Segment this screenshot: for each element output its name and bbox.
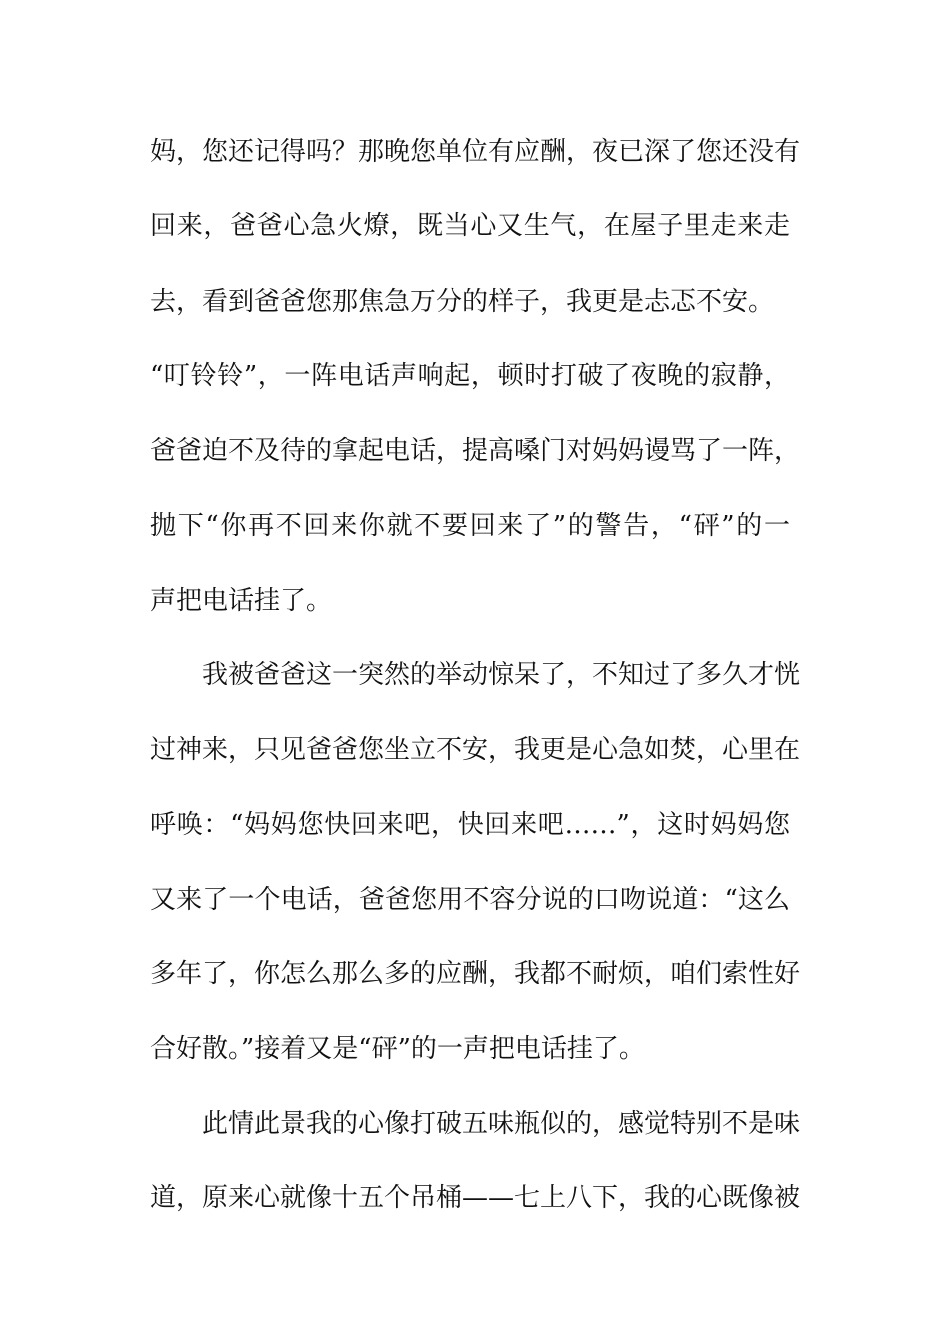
text-line: 爸爸迫不及待的拿起电话，提高嗓门对妈妈谩骂了一阵， (150, 436, 801, 466)
text-line: 我被爸爸这一突然的举动惊呆了，不知过了多久才恍 (202, 660, 801, 690)
text-line: 去，看到爸爸您那焦急万分的样子，我更是忐忑不安。 (150, 287, 775, 317)
text-line: 抛下“你再不回来你就不要回来了”的警告，“砰”的一 (150, 511, 790, 541)
text-line: 呼唤：“妈妈您快回来吧，快回来吧……”，这时妈妈您 (150, 810, 790, 840)
text-line: 此情此景我的心像打破五味瓶似的，感觉特别不是味 (202, 1109, 801, 1139)
text-line: 道，原来心就像十五个吊桶——七上八下，我的心既像被 (150, 1183, 801, 1213)
text-line: 合好散。”接着又是“砰”的一声把电话挂了。 (150, 1034, 645, 1064)
text-line: 过神来，只见爸爸您坐立不安，我更是心急如焚，心里在 (150, 735, 801, 765)
text-line: 妈，您还记得吗？那晚您单位有应酬，夜已深了您还没有 (150, 137, 801, 167)
text-line: 又来了一个电话，爸爸您用不容分说的口吻说道：“这么 (150, 885, 790, 915)
text-line: 回来，爸爸心急火燎，既当心又生气，在屋子里走来走 (150, 211, 790, 241)
text-line: 多年了，你怎么那么多的应酬，我都不耐烦，咱们索性好 (150, 959, 801, 989)
text-line: 声把电话挂了。 (150, 586, 333, 616)
text-line: “叮铃铃”，一阵电话声响起，顿时打破了夜晚的寂静， (150, 361, 790, 391)
